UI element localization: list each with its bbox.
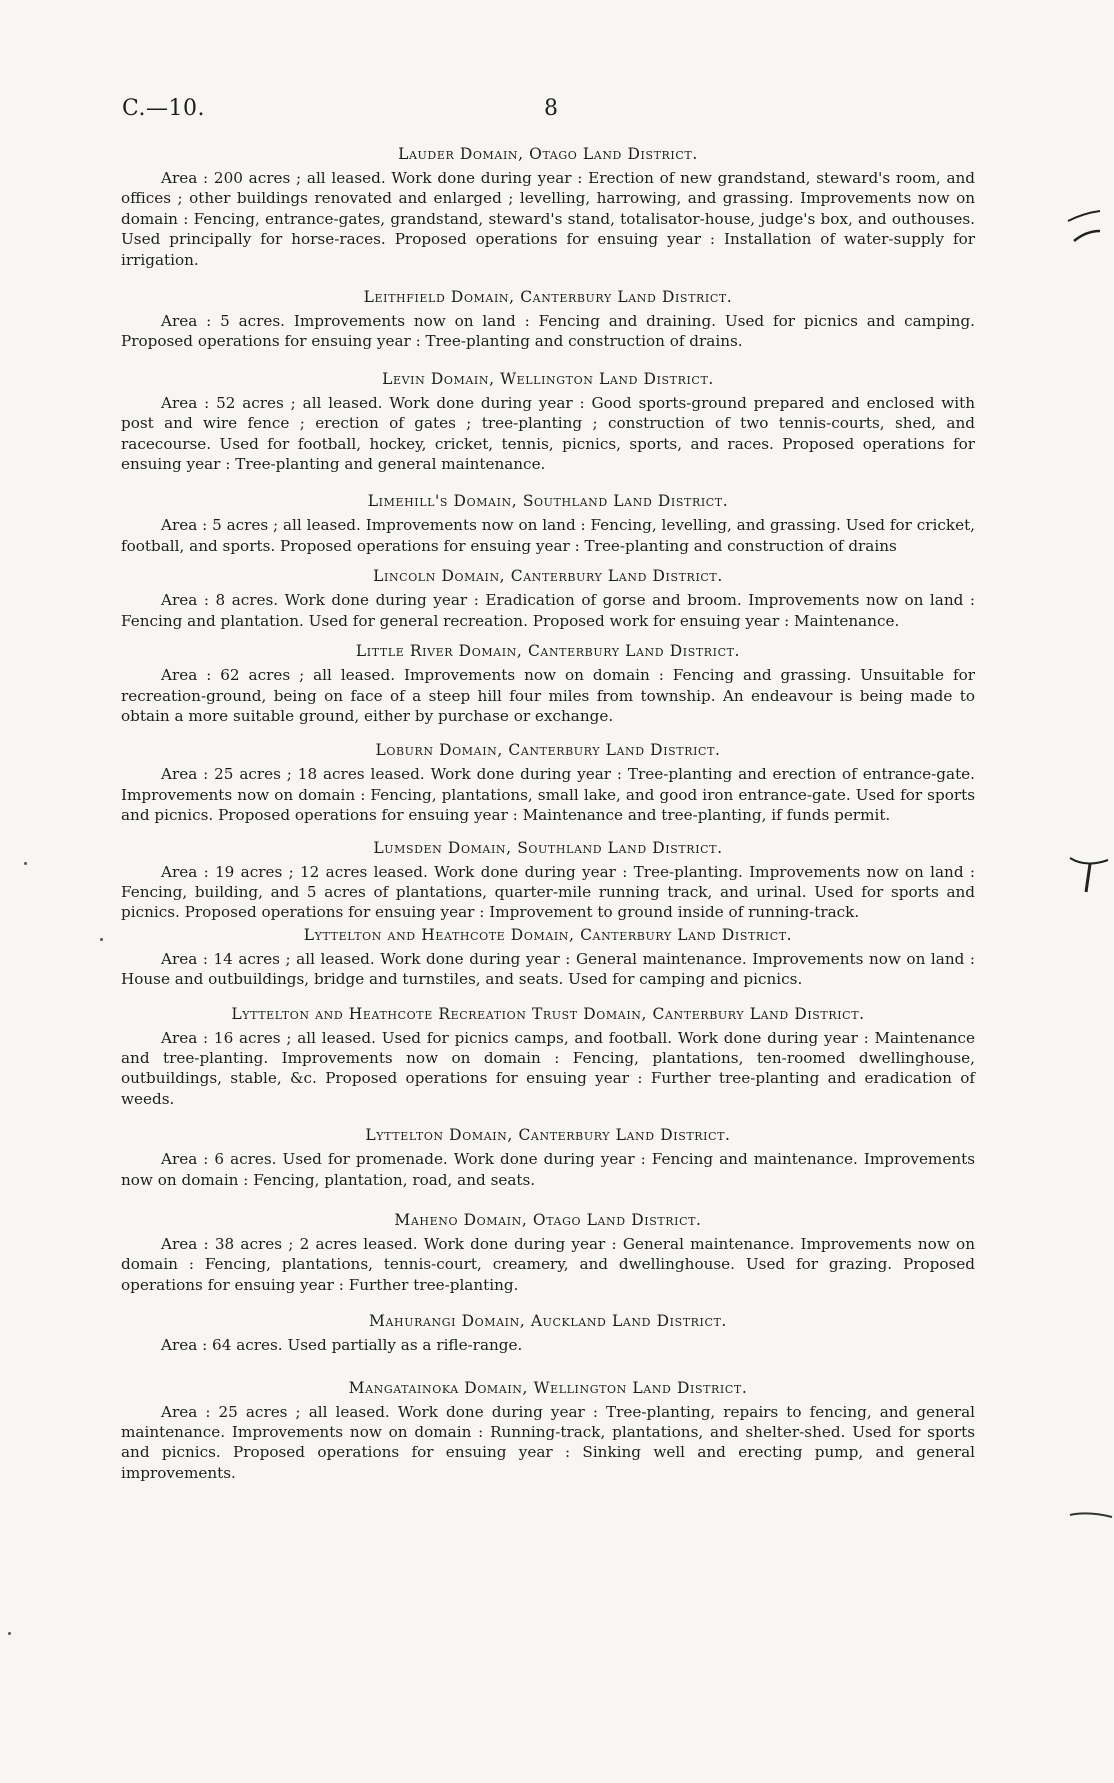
entry-heading: Maheno Domain, Otago Land District.	[394, 1211, 702, 1229]
domain-entry-lumsden	[121, 838, 975, 923]
entry-heading: Lauder Domain, Otago Land District.	[398, 145, 698, 163]
domain-entry-lauder	[121, 144, 975, 270]
entry-heading: Levin Domain, Wellington Land District.	[382, 369, 714, 388]
running-header	[122, 96, 982, 126]
margin-mark-icon	[1068, 850, 1110, 896]
entry-heading: Little River Domain, Canterbury Land District.	[355, 642, 741, 661]
entry-heading: Lincoln Domain, Canterbury Land District.	[373, 567, 723, 586]
entry-text: Area : 38 acres ; 2 acres leased. Work done during year : General maintenance. Improvements now on domain : Fencing, plantations, tennis-court, creamery, and dwellinghouse. Used for grazing. Proposed operations for ensuing year : Further tree-planting.	[121, 1235, 975, 1294]
domain-entry-loburn	[121, 740, 975, 825]
domain-entry-leithfield	[121, 287, 975, 352]
entry-heading: Mangatainoka Domain, Wellington Land District.	[348, 1378, 748, 1397]
margin-mark-icon	[1064, 205, 1104, 245]
entry-text: Area : 5 acres ; all leased. Improvements now on land : Fencing, levelling, and grassing. Used for cricket, football, and sports. Proposed operations for ensuing year : Tree-planting and construction of drains	[121, 516, 975, 555]
scan-speck	[100, 938, 103, 941]
entry-heading: Loburn Domain, Canterbury Land District.	[375, 741, 721, 760]
entry-text: Area : 62 acres ; all leased. Improvements now on domain : Fencing and grassing. Unsuitable for recreation-ground, being on face of a steep hill four miles from township. An endeavour is being made to obtain a more suitable ground, either by purchase or exchange.	[121, 666, 975, 725]
entry-heading: Mahurangi Domain, Auckland Land District.	[369, 1312, 727, 1331]
entry-heading: Lyttelton Domain, Canterbury Land District.	[365, 1126, 731, 1145]
entry-heading: Lyttelton and Heathcote Recreation Trust Domain, Canterbury Land District.	[231, 1004, 865, 1023]
scan-speck	[24, 862, 27, 865]
domain-entry-lyttelton-heathcote-trust	[121, 1004, 975, 1110]
domain-entry-mangatainoka	[121, 1378, 975, 1484]
entry-text: Area : 8 acres. Work done during year : Eradication of gorse and broom. Improvements now on land : Fencing and plantation. Used for general recreation. Proposed work for ensuing year : Maintenance.	[121, 591, 975, 630]
domain-entry-limehill	[121, 491, 975, 556]
entry-text: Area : 25 acres ; all leased. Work done during year : Tree-planting, repairs to fencing, and general maintenance. Improvements now on domain : Running-track, plantations, and shelter-shed. Used for sports and picnics. Proposed operations for ensuing year : Sinking well and erecting pump, and general improvements.	[121, 1402, 975, 1482]
entry-text: Area : 25 acres ; 18 acres leased. Work done during year : Tree-planting and erection of entrance-gate. Improvements now on domain : Fencing, plantations, small lake, and good iron entrance-gate. Used for sports and picnics. Proposed operations for ensuing year : Maintenance and tree-planting, if funds permit.	[121, 765, 975, 825]
entry-heading: Lyttelton and Heathcote Domain, Canterbury Land District.	[303, 925, 793, 944]
document-reference: C.—10.	[122, 96, 206, 121]
entry-text: Area : 14 acres ; all leased. Work done during year : General maintenance. Improvements now on land : House and outbuildings, bridge and turnstiles, and seats. Used for camping and picnics.	[121, 949, 975, 989]
report-body	[121, 144, 975, 1483]
domain-entry-lyttelton-heathcote	[121, 925, 975, 990]
domain-entry-lyttelton	[121, 1125, 975, 1190]
entry-text: Area : 6 acres. Used for promenade. Work done during year : Fencing and maintenance. Improvements now on domain : Fencing, plantation, road, and seats.	[121, 1150, 975, 1189]
domain-entry-levin	[121, 369, 975, 475]
entry-text: Area : 5 acres. Improvements now on land : Fencing and draining. Used for picnics and camping. Proposed operations for ensuing year : Tree-planting and construction of drains.	[121, 312, 975, 351]
domain-entry-lincoln	[121, 566, 975, 631]
entry-text: Area : 200 acres ; all leased. Work done during year : Erection of new grandstand, steward's room, and offices ; other buildings renovated and enlarged ; levelling, harrowing, and grassing. Improvements now on domain : Fencing, entrance-gates, grandstand, steward's stand, totalisator-house, judge's box, and outhouses. Used principally for horse-races. Proposed operations for ensuing year : Installation of water-supply for irrigation.	[121, 169, 975, 269]
margin-mark-icon	[1068, 1505, 1114, 1525]
page-number: 8	[544, 96, 558, 121]
domain-entry-little-river	[121, 641, 975, 726]
entry-text: Area : 16 acres ; all leased. Used for picnics camps, and football. Work done during year : Maintenance and tree-planting. Improvements now on domain : Fencing, plantations, ten-roomed dwellinghouse, outbuildings, stable, &c. Proposed operations for ensuing year : Further tree-planting and eradication of weeds.	[121, 1028, 975, 1108]
entry-heading: Limehill's Domain, Southland Land District.	[367, 492, 729, 511]
entry-heading: Leithfield Domain, Canterbury Land District.	[363, 288, 733, 307]
domain-entry-maheno	[121, 1210, 975, 1295]
entry-text: Area : 64 acres. Used partially as a rifle-range.	[161, 1336, 523, 1355]
scan-speck	[8, 1632, 11, 1635]
entry-text: Area : 52 acres ; all leased. Work done during year : Good sports-ground prepared and enclosed with post and wire fence ; erection of gates ; tree-planting ; construction of two tennis-courts, shed, and racecourse. Used for football, hockey, cricket, tennis, picnics, sports, and races. Proposed operations for ensuing year : Tree-planting and general maintenance.	[121, 393, 975, 474]
domain-entry-mahurangi	[121, 1311, 975, 1355]
entry-heading: Lumsden Domain, Southland Land District.	[373, 838, 723, 857]
entry-text: Area : 19 acres ; 12 acres leased. Work done during year : Tree-planting. Improvements now on land : Fencing, building, and 5 acres of plantations, quarter-mile running track, and urinal. Used for sports and picnics. Proposed operations for ensuing year : Improvement to ground inside of running-track.	[121, 862, 975, 922]
